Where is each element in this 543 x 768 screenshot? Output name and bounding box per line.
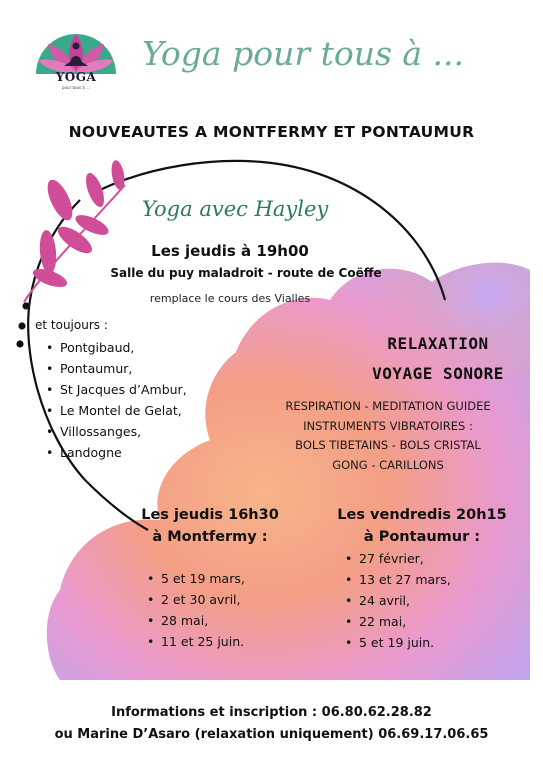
ongoing-intro: et toujours : — [35, 318, 108, 332]
relaxation-desc-line: RESPIRATION - MEDITATION GUIDEE — [285, 399, 491, 413]
montfermy-heading — [130, 504, 290, 548]
relaxation-title-line2: VOYAGE SONORE — [372, 364, 504, 383]
logo-text: YOGA — [55, 70, 97, 84]
list-item: • 28 mai, — [147, 610, 245, 631]
list-item: • 13 et 27 mars, — [345, 569, 451, 590]
relaxation-title-line1: RELAXATION — [387, 334, 489, 353]
montfermy-heading-line1: Les jeudis 16h30 — [141, 507, 279, 523]
list-item: • 5 et 19 mars, — [147, 568, 245, 589]
leaf-branch — [24, 159, 127, 302]
headline: NOUVEAUTES A MONTFERMY ET PONTAUMUR — [68, 123, 475, 141]
pontaumur-heading-line2: à Pontaumur : — [363, 529, 481, 545]
list-item: • 22 mai, — [345, 611, 451, 632]
hayley-note: remplace le cours des Vialles — [149, 292, 311, 305]
footer-contact-line: ou Marine D’Asaro (relaxation uniquement) 06.69.17.06.65 — [54, 727, 489, 742]
montfermy-dates-list — [147, 568, 245, 652]
list-item: • St Jacques d’Ambur, — [46, 379, 187, 400]
pontaumur-dates-list — [345, 548, 451, 653]
list-item: • Le Montel de Gelat, — [46, 400, 187, 421]
brand-title: Yoga pour tous à ... — [142, 34, 465, 73]
arc-dot — [16, 340, 23, 347]
relaxation-desc-line: INSTRUMENTS VIBRATOIRES : — [303, 418, 473, 433]
hayley-location: Salle du puy maladroit - route de Coëffe — [110, 266, 382, 280]
footer-info-line: Informations et inscription : 06.80.62.28.82 — [111, 705, 432, 720]
list-item: • Pontgibaud, — [46, 337, 187, 358]
list-item: • 27 février, — [345, 548, 451, 569]
list-item: • Villossanges, — [46, 421, 187, 442]
list-item: • 2 et 30 avril, — [147, 589, 245, 610]
pontaumur-heading — [322, 504, 522, 548]
logo-subtext: pour tous à ... — [62, 85, 90, 90]
relaxation-description — [250, 397, 526, 475]
list-item: • Pontaumur, — [46, 358, 187, 379]
list-item: • 5 et 19 juin. — [345, 632, 451, 653]
hayley-schedule: Les jeudis à 19h00 — [151, 242, 309, 260]
arc-dot — [18, 322, 25, 329]
list-item: • Landogne — [46, 442, 187, 463]
montfermy-heading-line2: à Montfermy : — [152, 529, 268, 545]
pontaumur-heading-line1: Les vendredis 20h15 — [337, 507, 507, 523]
ongoing-places-list — [46, 337, 187, 463]
hayley-title: Yoga avec Hayley — [142, 197, 329, 221]
list-item: • 11 et 25 juin. — [147, 631, 245, 652]
relaxation-desc-line: GONG - CARILLONS — [332, 457, 444, 472]
relaxation-desc-line: BOLS TIBETAINS - BOLS CRISTAL — [295, 438, 481, 452]
list-item: • 24 avril, — [345, 590, 451, 611]
